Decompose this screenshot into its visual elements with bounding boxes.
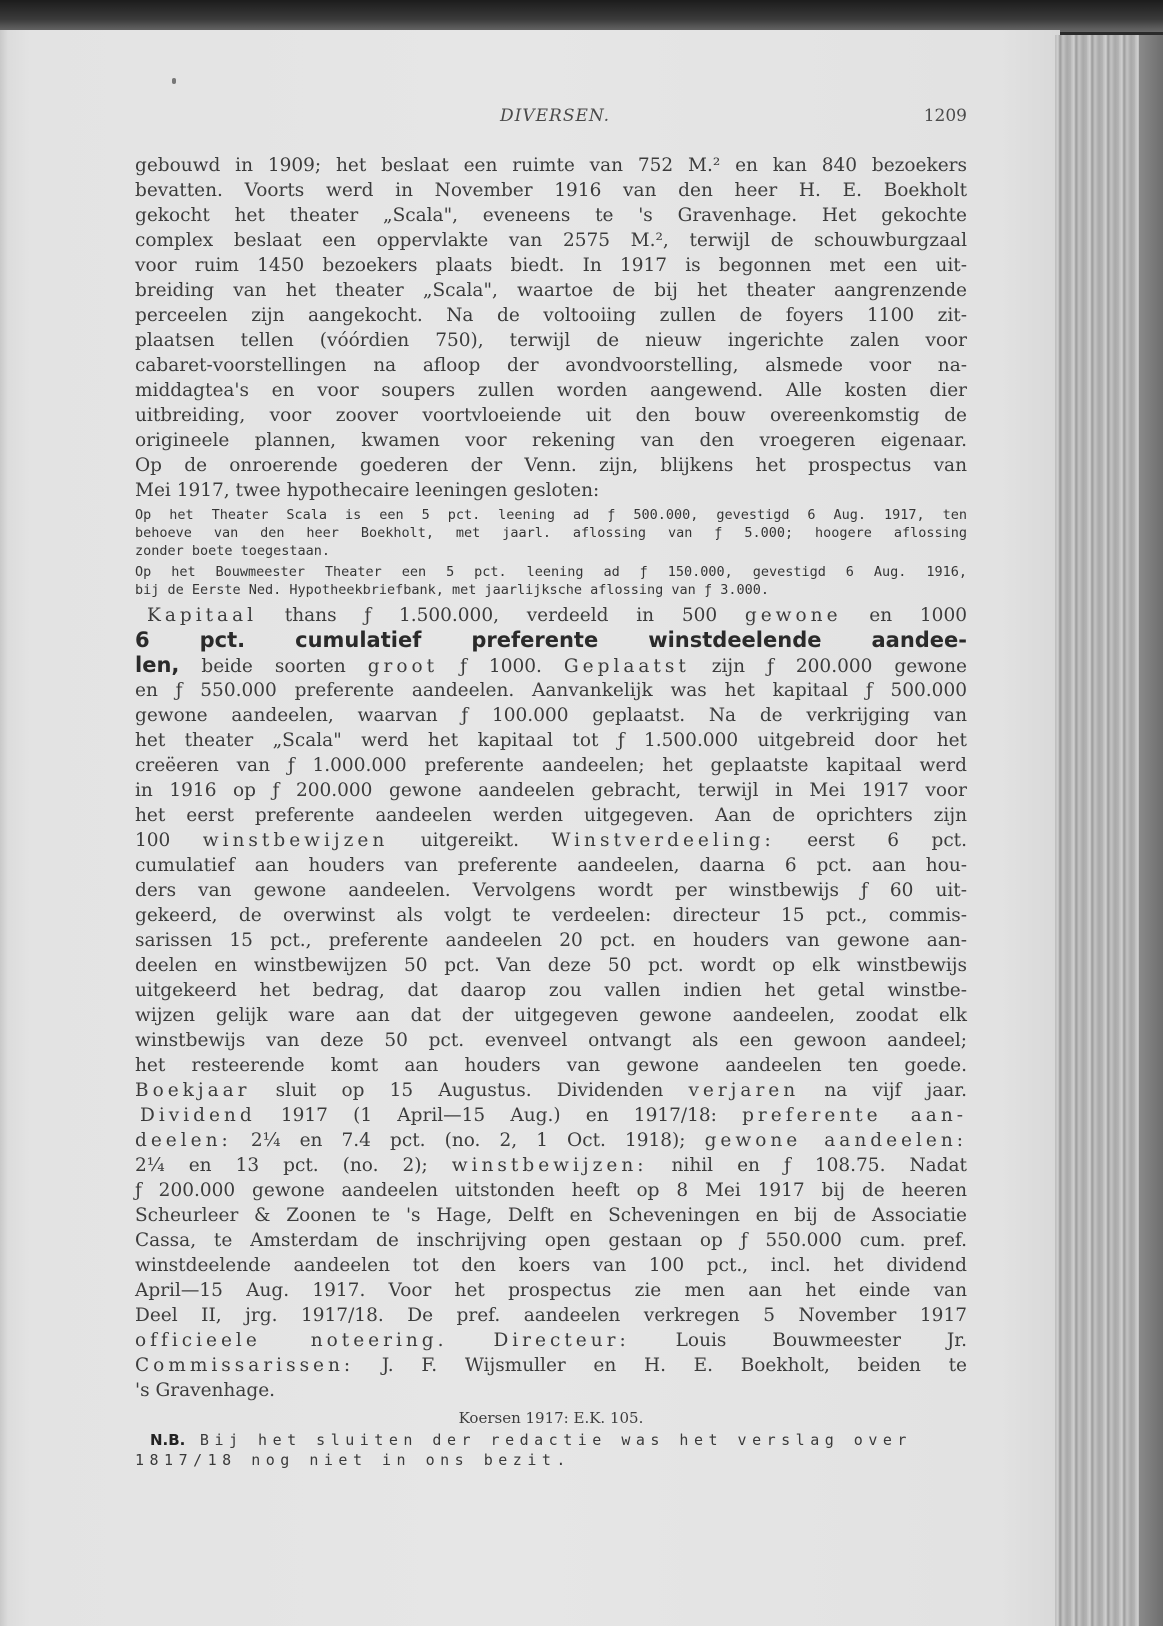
text-line: gewone aandeelen, waarvan ƒ 100.000 geplaatst. Na de verkrijging van xyxy=(135,705,967,726)
scan-top-edge xyxy=(0,0,1163,32)
text-line: winstbewijs van deze 50 pct. evenveel ontvangt als een gewoon aandeel; xyxy=(135,1030,967,1051)
spaced-term: officieele notеering. xyxy=(135,1330,448,1351)
text-run: zijn ƒ 200.000 gewone xyxy=(689,656,967,677)
text-line: cabaret-voorstellingen na afloop der avondvoorstelling, alsmede voor na- xyxy=(135,355,967,376)
text-line: sarissen 15 pct., preferente aandeelen 20 pct. en houders van gewone aan- xyxy=(135,930,967,951)
spaced-term: deelen: xyxy=(135,1130,232,1151)
spaced-term: gewone xyxy=(744,605,842,626)
page-stack-edge xyxy=(1055,35,1163,1626)
text-run: ƒ 1000. xyxy=(438,656,564,677)
text-line: middagtea's en voor soupers zullen worden aangewend. Alle kosten dier xyxy=(135,380,967,401)
text-line: breiding van het theater „Scala", waartoe de bij het theater aangrenzende xyxy=(135,280,967,301)
winst-line xyxy=(135,828,967,853)
text-run: 1917 (1 April—15 Aug.) en 1917/18: xyxy=(255,1105,743,1126)
text-line: het theater „Scala" werd het kapitaal tot ƒ 1.500.000 uitgebreid door het xyxy=(135,730,967,751)
dividend-line xyxy=(135,1128,967,1153)
spaced-term: Winstverdeeling: xyxy=(551,830,775,851)
spaced-term: verjaren xyxy=(688,1080,800,1101)
ink-speck xyxy=(172,78,176,84)
text-line: voor ruim 1450 bezoekers plaats biedt. In 1917 is begonnen met een uit- xyxy=(135,255,967,276)
spaced-term: Kapitaal xyxy=(147,605,258,626)
koersen-line: Koersen 1917: E.K. 105. xyxy=(458,1409,644,1427)
text-run: J. F. Wijsmuller en H. E. Boekholt, beiden te xyxy=(354,1355,967,1376)
text-line: gekocht het theater „Scala", eveneens te 's Gravenhage. Het gekochte xyxy=(135,205,967,226)
boekjaar-line xyxy=(135,1078,967,1103)
text-line: het resteerende komt aan houders van gewone aandeelen ten goede. xyxy=(135,1055,967,1076)
text-line: April—15 Aug. 1917. Voor het prospectus zie men aan het einde van xyxy=(135,1280,967,1301)
dividend-line xyxy=(135,1153,967,1178)
text-run: eerst 6 pct. xyxy=(774,830,967,851)
text-line: in 1916 op ƒ 200.000 gewone aandeelen gebracht, terwijl in Mei 1917 voor xyxy=(135,780,967,801)
text-line: het eerst preferente aandeelen werden uitgegeven. Aan de oprichters zijn xyxy=(135,805,967,826)
text-line: 's Gravenhage. xyxy=(135,1380,276,1401)
text-run: nihil en ƒ 108.75. Nadat xyxy=(647,1155,967,1176)
page-number: 1209 xyxy=(923,106,967,126)
text-run: en 1000 xyxy=(841,605,967,626)
spaced-term: preferente aan- xyxy=(742,1105,967,1126)
officieele-line xyxy=(135,1328,967,1353)
spaced-term: Commissarissen: xyxy=(135,1355,355,1376)
mortgage-note-line: Op het Theater Scala is een 5 pct. leening ad ƒ 500.000, gevestigd 6 Aug. 1917, ten xyxy=(135,507,967,523)
spaced-term: Directeur: xyxy=(493,1330,630,1351)
text-run: beide soorten xyxy=(179,656,368,677)
spaced-term: winstbewijzen: xyxy=(451,1155,648,1176)
text-run: Louis Bouwmeester Jr. xyxy=(629,1330,967,1351)
text-run: 100 xyxy=(135,830,203,851)
text-line: ders van gewone aandeelen. Vervolgens wordt per winstbewijs ƒ 60 uit- xyxy=(135,880,967,901)
text-line: plaatsen tellen (vóórdien 750), terwijl de nieuw ingerichte zalen voor xyxy=(135,330,967,351)
text-line: gekeerd, de overwinst als volgt te verdeelen: directeur 15 pct., commis- xyxy=(135,905,967,926)
text-line: origineele plannen, kwamen voor rekening van den vroegeren eigenaar. xyxy=(135,430,967,451)
spaced-term: winstbewijzen xyxy=(202,830,389,851)
capital-line xyxy=(135,653,967,678)
nb-label: N.B. xyxy=(150,1431,186,1449)
text-run: uitgereikt. xyxy=(388,830,552,851)
text-line: creëeren van ƒ 1.000.000 preferente aandeelen; het geplaatste kapitaal werd xyxy=(135,755,967,776)
mortgage-note-line: behoeve van den heer Boekholt, met jaarl. aflossing van ƒ 5.000; hoogere aflossing xyxy=(135,525,967,541)
text-line: uitbreiding, voor zoover voortvloeiende uit den bouw overeenkomstig de xyxy=(135,405,967,426)
bold-heading-line: 6 pct. cumulatief preferente winstdeelende aandee- xyxy=(135,628,967,652)
spaced-term: gewone aandeelen: xyxy=(704,1130,967,1151)
text-run: 2¼ en 7.4 pct. (no. 2, 1 Oct. 1918); xyxy=(231,1130,705,1151)
text-line: Mei 1917, twee hypothecaire leeningen gesloten: xyxy=(135,480,600,501)
spaced-term: Geplaatst xyxy=(563,656,690,677)
text-line: uitgekeerd het bedrag, dat daarop zou vallen indien het getal winstbe- xyxy=(135,980,967,1001)
text-line: deelen en winstbewijzen 50 pct. Van deze 50 pct. wordt op elk winstbewijs xyxy=(135,955,967,976)
spaced-term: groot xyxy=(367,656,439,677)
nb-note-line: 1817/18 nog niet in ons bezit. xyxy=(135,1451,571,1469)
mortgage-note-line: Op het Bouwmeester Theater een 5 pct. leening ad ƒ 150.000, gevestigd 6 Aug. 1916, xyxy=(135,564,967,580)
text-line: gebouwd in 1909; het beslaat een ruimte van 752 M.² en kan 840 bezoekers xyxy=(135,155,967,176)
text-run: 2¼ en 13 pct. (no. 2); xyxy=(135,1155,452,1176)
text-line: complex beslaat een oppervlakte van 2575 M.², terwijl de schouwburgzaal xyxy=(135,230,967,251)
capital-line xyxy=(135,603,967,628)
text-line: Deel II, jrg. 1917/18. De pref. aandeelen verkregen 5 November 1917 xyxy=(135,1305,967,1326)
text-line: Scheurleer & Zoonen te 's Hage, Delft en Scheveningen en bij de Associatie xyxy=(135,1205,967,1226)
dividend-line xyxy=(135,1103,967,1128)
spaced-term: Boekjaar xyxy=(135,1080,251,1101)
running-head: DIVERSEN. xyxy=(500,106,611,126)
spaced-term: Dividend xyxy=(140,1105,256,1126)
page-header xyxy=(135,106,967,130)
text-line: wijzen gelijk ware aan dat der uitgegeven gewone aandeelen, zoodat elk xyxy=(135,1005,967,1026)
text-line: Cassa, te Amsterdam de inschrijving open gestaan op ƒ 550.000 cum. pref. xyxy=(135,1230,967,1251)
mortgage-note-line: zonder boete toegestaan. xyxy=(135,543,331,559)
text-line: ƒ 200.000 gewone aandeelen uitstonden heeft op 8 Mei 1917 bij de heeren xyxy=(135,1180,967,1201)
text-line: cumulatief aan houders van preferente aandeelen, daarna 6 pct. aan hou- xyxy=(135,855,967,876)
text-line: perceelen zijn aangekocht. Na de voltooiing zullen de foyers 1100 zit- xyxy=(135,305,967,326)
bold-term: len, xyxy=(135,653,180,677)
mortgage-note-line: bij de Eerste Ned. Hypotheekbriefbank, met jaarlijksche aflossing van ƒ 3.000. xyxy=(135,582,769,598)
text-line: winstdeelende aandeelen tot den koers van 100 pct., incl. het dividend xyxy=(135,1255,967,1276)
text-line: bevatten. Voorts werd in November 1916 van den heer H. E. Boekholt xyxy=(135,180,967,201)
text-run: na vijf jaar. xyxy=(799,1080,967,1101)
text-line: Op de onroerende goederen der Venn. zijn, blijkens het prospectus van xyxy=(135,455,967,476)
text-run: thans ƒ 1.500.000, verdeeld in 500 xyxy=(257,605,745,626)
text-run: Bij het sluiten der redactie was het verslag over xyxy=(185,1431,912,1449)
commissarissen-line xyxy=(135,1353,967,1378)
text-run: sluit op 15 Augustus. Dividenden xyxy=(250,1080,689,1101)
text-line: en ƒ 550.000 preferente aandeelen. Aanvankelijk was het kapitaal ƒ 500.000 xyxy=(135,680,967,701)
nb-note-line xyxy=(135,1430,967,1450)
